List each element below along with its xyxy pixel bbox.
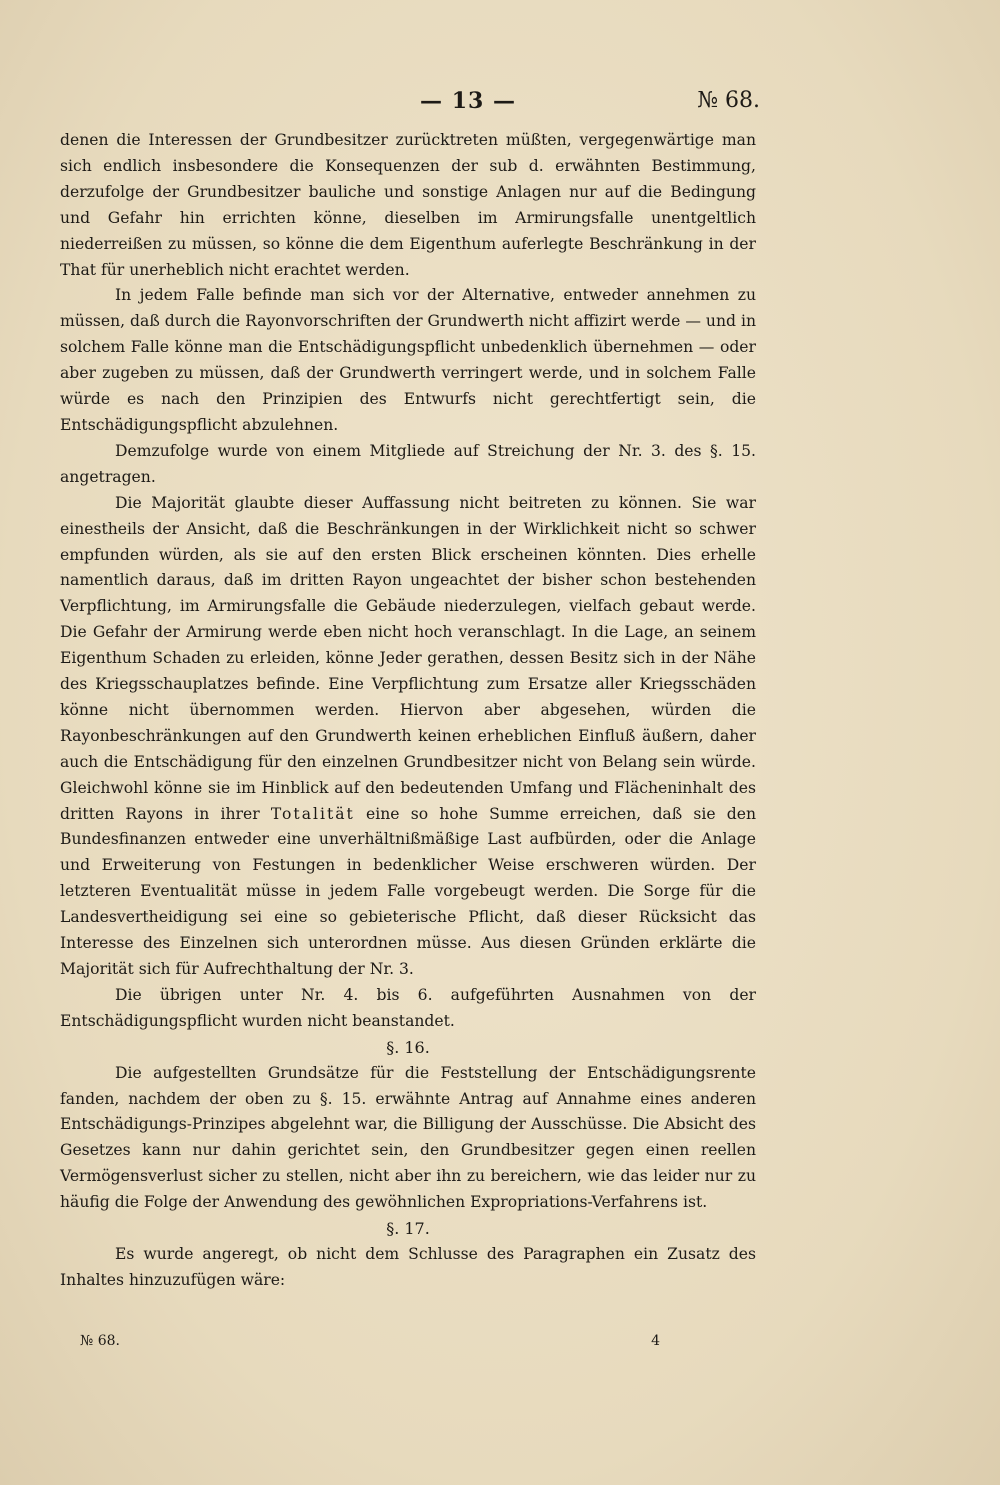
page-footer: [80, 1333, 660, 1357]
paragraph-majority: [60, 491, 756, 983]
page-header: [60, 88, 760, 118]
paragraph-proposal: Es wurde angeregt, ob nicht dem Schlusse des Paragraphen ein Zusatz des Inhaltes hinzuzufügen wäre:: [60, 1244, 756, 1289]
section-heading-17: §. 17.: [386, 1219, 430, 1239]
sheet-number: 4: [651, 1333, 660, 1349]
paragraph-majority-continued: eine so hohe Summe erreichen, daß sie den Bundesfinanzen entweder eine unverhältnißmäßige Last aufbürden, oder die Anlage und Erweiterung von Festungen in bedenklicher Weise erschweren würden. Der letzteren Eventualität müsse in jedem Falle vorgebeugt werden. Die Sorge für die Landesvertheidigung sei eine so gebieterische Pflicht, daß dieser Rücksicht das Interesse des Einzelnen sich unterordnen müsse. Aus diesen Gründen erklärte die Majorität sich für Aufrechthaltung der Nr. 3.: [60, 804, 756, 978]
paragraph-continuation: denen die Interessen der Grundbesitzer zurücktreten müßten, vergegenwärtige man sich endlich insbesondere die Konsequenzen der sub d. erwähnten Bestimmung, derzufolge der Grundbesitzer bauliche und sonstige Anlagen nur auf die Bedingung und Gefahr hin errichten könne, dieselben im Armirungsfalle unentgeltlich niederreißen zu müssen, so könne die dem Eigenthum auferlegte Beschränkung in der That für unerheblich nicht erachtet werden.: [60, 131, 756, 279]
paragraph-alternative: In jedem Falle befinde man sich vor der Alternative, entweder annehmen zu müssen, daß durch die Rayonvorschriften der Grundwerth nicht affizirt werde — und in solchem Falle könne man die Entschädigungspflicht unbedenklich übernehmen — oder aber zugeben zu müssen, daß der Grundwerth verringert werde, und in solchem Falle würde es nach den Prinzipien des Entwurfs nicht gerechtfertigt sein, die Entschädigungspflicht abzulehnen.: [60, 286, 756, 434]
body-text: [60, 128, 756, 1294]
paragraph-motion: Demzufolge wurde von einem Mitgliede auf Streichung der Nr. 3. des §. 15. angetragen.: [60, 441, 756, 486]
issue-number-label: № 68.: [697, 88, 760, 113]
footer-issue-label: № 68.: [80, 1333, 120, 1349]
section-heading-16: §. 16.: [386, 1037, 430, 1057]
emphasis-totality: Totalität: [270, 804, 355, 823]
page-number: — 13 —: [420, 88, 516, 114]
paragraph-remaining-exceptions: Die übrigen unter Nr. 4. bis 6. aufgeführten Ausnahmen von der Entschädigungspflicht wurden nicht beanstandet.: [60, 985, 756, 1030]
paragraph-majority-text: Die Majorität glaubte dieser Auffassung nicht beitreten zu können. Sie war einestheils der Ansicht, daß die Beschränkungen in der Wirklichkeit nicht so schwer empfunden würden, als sie auf den ersten Blick erscheinen könnten. Dies erhelle namentlich daraus, daß im dritten Rayon ungeachtet der bisher schon bestehenden Verpflichtung, im Armirungsfalle die Gebäude niederzulegen, vielfach gebaut werde. Die Gefahr der Armirung werde eben nicht hoch veranschlagt. In die Lage, an seinem Eigenthum Schaden zu erleiden, könne Jeder gerathen, dessen Besitz sich in der Nähe des Kriegsschauplatzes befinde. Eine Verpflichtung zum Ersatze aller Kriegsschäden könne nicht übernommen werden. Hiervon aber abgesehen, würden die Rayonbeschränkungen auf den Grundwerth keinen erheblichen Einfluß äußern, daher auch die Entschädigung für den einzelnen Grundbesitzer nicht von Belang sein würde. Gleichwohl könne sie im Hinblick auf den bedeutenden Umfang und Flächeninhalt des dritten Rayons in ihrer: [60, 493, 756, 823]
paragraph-principles: Die aufgestellten Grundsätze für die Feststellung der Entschädigungsrente fanden, nachdem der oben zu §. 15. erwähnte Antrag auf Annahme eines anderen Entschädigungs-Prinzipes abgelehnt war, die Billigung der Ausschüsse. Die Absicht des Gesetzes kann nur dahin gerichtet sein, den Grundbesitzer gegen einen reellen Vermögensverlust sicher zu stellen, nicht aber ihn zu bereichern, wie das leider nur zu häufig die Folge der Anwendung des gewöhnlichen Expropriations-Verfahrens ist.: [60, 1063, 756, 1212]
